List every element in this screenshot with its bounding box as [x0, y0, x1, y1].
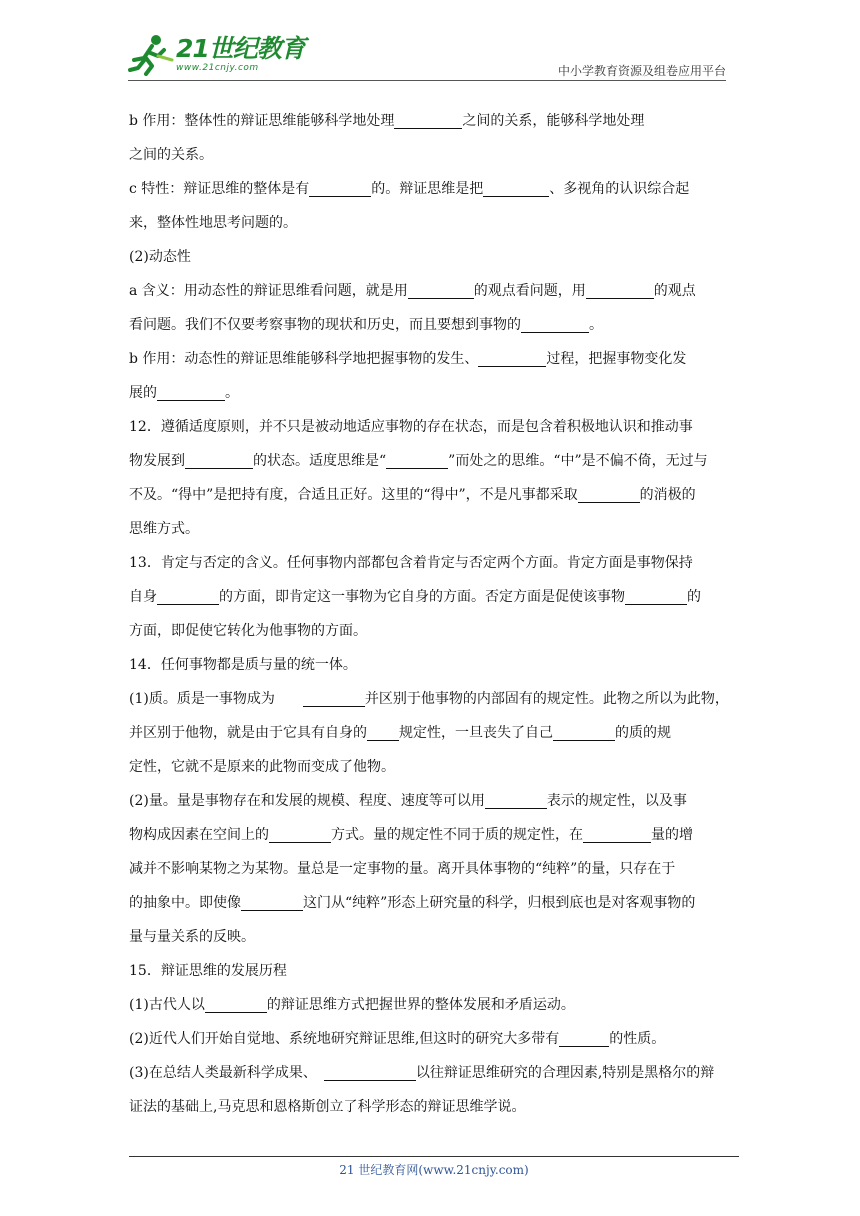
page-header	[128, 30, 726, 82]
answer-blank[interactable]	[157, 586, 219, 605]
line-text: 不及。“得中”是把持有度，合适且正好。这里的“得中”，不是凡事都采取	[129, 487, 578, 503]
line-text: 的方面，即肯定这一事物为它自身的方面。否定方面是促使该事物	[219, 589, 625, 605]
answer-blank[interactable]	[367, 722, 399, 741]
text-line	[129, 308, 731, 342]
line-text: (2)近代人们开始自觉地、系统地研究辩证思维,但这时的研究大多带有	[129, 1031, 560, 1047]
line-text: 以往辩证思维研究的合理因素,特别是黑格尔的辩	[415, 1065, 715, 1081]
answer-blank[interactable]	[578, 484, 640, 503]
line-text: 方式。量的规定性不同于质的规定性，在	[331, 827, 583, 843]
text-line	[129, 104, 731, 138]
line-text: 的。辩证思维是把	[371, 181, 484, 197]
text-line	[129, 478, 731, 512]
text-line	[129, 818, 731, 852]
text-line	[129, 1056, 731, 1090]
line-text: 减并不影响某物之为某物。量总是一定事物的量。离开具体事物的“纯粹”的量，只存在于	[129, 861, 676, 877]
footer-divider	[129, 1156, 739, 1157]
line-text: (2)量。量是事物存在和发展的规模、程度、速度等可以用	[129, 793, 485, 809]
line-text: 过程，把握事物变化发	[546, 351, 687, 367]
line-text: b 作用：动态性的辩证思维能够科学地把握事物的发生、	[129, 351, 479, 367]
line-text: 展的	[129, 385, 157, 401]
text-line	[129, 240, 731, 274]
text-line	[129, 988, 731, 1022]
line-text: 之间的关系，能够科学地处理	[462, 113, 645, 129]
text-line	[129, 342, 731, 376]
line-text: 思维方式。	[129, 521, 199, 537]
line-text: 的消极的	[639, 487, 696, 503]
line-text: 12．遵循适度原则，并不只是被动地适应事物的存在状态，而是包含着积极地认识和推动事	[129, 419, 693, 435]
line-text: 的观点看问题，用	[473, 283, 586, 299]
line-text: 物构成因素在空间上的	[129, 827, 269, 843]
line-text: 表示的规定性，以及事	[546, 793, 687, 809]
text-line	[129, 138, 731, 172]
line-text: 并区别于他物，就是由于它具有自身的	[129, 725, 367, 741]
line-text: 自身	[129, 589, 157, 605]
line-text: (1)古代人以	[129, 997, 205, 1013]
text-line	[129, 274, 731, 308]
text-line	[129, 954, 731, 988]
answer-blank[interactable]	[324, 1062, 416, 1081]
logo-title: 21世纪教育	[176, 33, 305, 63]
line-text: 。	[225, 385, 239, 401]
answer-blank[interactable]	[485, 790, 547, 809]
text-line	[129, 444, 731, 478]
text-line	[129, 376, 731, 410]
text-line	[129, 1022, 731, 1056]
line-text: 这门从“纯粹”形态上研究量的科学，归根到底也是对客观事物的	[303, 895, 696, 911]
line-text: 。	[589, 317, 603, 333]
answer-blank[interactable]	[205, 994, 267, 1013]
text-line	[129, 580, 731, 614]
text-line	[129, 172, 731, 206]
text-line	[129, 512, 731, 546]
line-text: 定性，它就不是原来的此物而变成了他物。	[129, 759, 395, 775]
text-line	[129, 852, 731, 886]
line-text: ”而处之的思维。“中”是不偏不倚，无过与	[448, 453, 708, 469]
answer-blank[interactable]	[559, 1028, 609, 1047]
platform-name: 中小学教育资源及组卷应用平台	[557, 64, 726, 78]
text-line	[129, 614, 731, 648]
text-line	[129, 1090, 731, 1124]
line-text: 并区别于他事物的内部固有的规定性。此物之所以为此物，	[364, 691, 729, 707]
line-text: b 作用：整体性的辩证思维能够科学地处理	[129, 113, 395, 129]
line-text: (1)质。质是一事物成为	[129, 691, 303, 707]
line-text: 之间的关系。	[129, 147, 213, 163]
line-text: a 含义：用动态性的辩证思维看问题，就是用	[129, 283, 408, 299]
line-text: 的观点	[653, 283, 696, 299]
line-text: 13．肯定与否定的含义。任何事物内部都包含着肯定与否定两个方面。肯定方面是事物保持	[129, 555, 693, 571]
answer-blank[interactable]	[241, 892, 303, 911]
answer-blank[interactable]	[408, 280, 474, 299]
line-text: 来，整体性地思考问题的。	[129, 215, 297, 231]
answer-blank[interactable]	[394, 110, 462, 129]
line-text: 量的增	[651, 827, 693, 843]
line-text: (2)动态性	[129, 249, 191, 265]
line-text: 的抽象中。即使像	[129, 895, 241, 911]
text-line	[129, 750, 731, 784]
line-text: 的状态。适度思维是“	[253, 453, 387, 469]
footer-text[interactable]: 21 世纪教育网(www.21cnjy.com)	[339, 1163, 529, 1177]
answer-blank[interactable]	[583, 824, 651, 843]
running-figure-icon	[128, 32, 174, 76]
text-line	[129, 546, 731, 580]
line-text: 证法的基础上,马克思和恩格斯创立了科学形态的辩证思维学说。	[129, 1099, 526, 1115]
line-text: 的质的规	[615, 725, 671, 741]
line-text: 量与量关系的反映。	[129, 929, 255, 945]
text-line	[129, 682, 731, 716]
line-text: (3)在总结人类最新科学成果、	[129, 1065, 324, 1081]
answer-blank[interactable]	[478, 348, 546, 367]
text-line	[129, 886, 731, 920]
answer-blank[interactable]	[386, 450, 448, 469]
line-text: 、多视角的认识综合起	[549, 181, 690, 197]
answer-blank[interactable]	[521, 314, 589, 333]
line-text: 的性质。	[609, 1031, 666, 1047]
page-footer	[129, 1156, 739, 1178]
answer-blank[interactable]	[269, 824, 331, 843]
answer-blank[interactable]	[309, 178, 371, 197]
answer-blank[interactable]	[553, 722, 615, 741]
answer-blank[interactable]	[185, 450, 253, 469]
site-logo[interactable]	[128, 32, 305, 76]
line-text: c 特性：辩证思维的整体是有	[129, 181, 310, 197]
line-text: 物发展到	[129, 453, 185, 469]
answer-blank[interactable]	[303, 688, 365, 707]
text-line	[129, 206, 731, 240]
line-text: 规定性，一旦丧失了自己	[399, 725, 553, 741]
text-line	[129, 716, 731, 750]
line-text: 14．任何事物都是质与量的统一体。	[129, 657, 357, 673]
line-text: 的	[687, 589, 701, 605]
answer-blank[interactable]	[625, 586, 687, 605]
header-divider	[128, 80, 726, 81]
document-body	[129, 104, 731, 1124]
line-text: 方面，即促使它转化为他事物的方面。	[129, 623, 367, 639]
text-line	[129, 920, 731, 954]
text-line	[129, 410, 731, 444]
text-line	[129, 784, 731, 818]
line-text: 15．辩证思维的发展历程	[129, 963, 287, 979]
line-text: 的辩证思维方式把握世界的整体发展和矛盾运动。	[266, 997, 575, 1013]
answer-blank[interactable]	[483, 178, 549, 197]
text-line	[129, 648, 731, 682]
answer-blank[interactable]	[586, 280, 654, 299]
line-text: 看问题。我们不仅要考察事物的现状和历史，而且要想到事物的	[129, 317, 521, 333]
answer-blank[interactable]	[157, 382, 225, 401]
logo-url: www.21cnjy.com	[176, 62, 259, 73]
